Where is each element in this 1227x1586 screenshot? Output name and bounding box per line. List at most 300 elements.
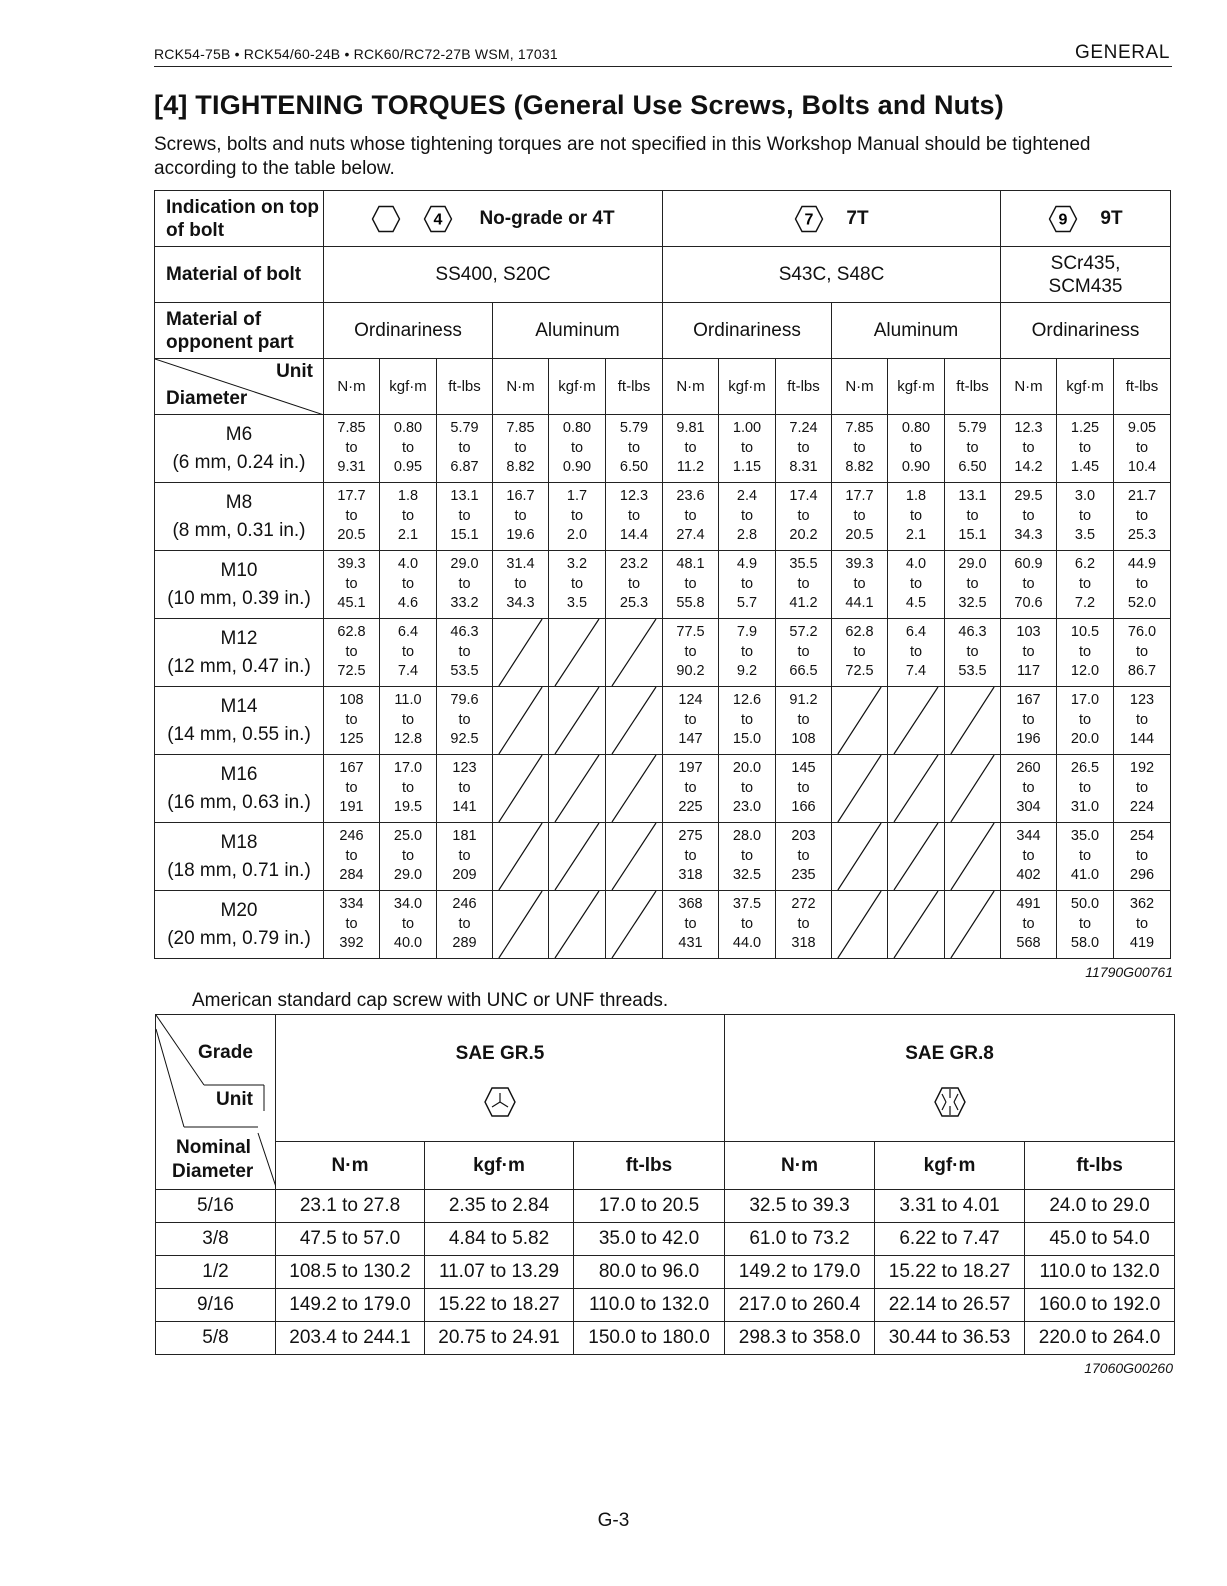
range-max: 568 xyxy=(1016,935,1041,952)
torque-range-cell xyxy=(719,755,776,823)
range-sep: to xyxy=(1135,643,1149,660)
torque-range-cell xyxy=(945,551,1001,619)
range-sep: to xyxy=(740,779,754,796)
bolt-dimension: (16 mm, 0.63 in.) xyxy=(167,791,311,813)
torque-range-cell xyxy=(380,415,437,483)
torque-range-cell: 15.22 to 18.27 xyxy=(425,1289,574,1322)
torque-range-cell xyxy=(437,415,493,483)
torque-range-cell xyxy=(1114,823,1171,891)
range-sep: to xyxy=(458,643,471,660)
not-applicable-cell xyxy=(493,891,549,959)
range-sep: to xyxy=(1022,507,1035,524)
bolt-size: M14 xyxy=(220,695,258,717)
range-max: 402 xyxy=(1016,867,1041,884)
range-min: 4.0 xyxy=(397,556,419,573)
sae-gr8-label: SAE GR.8 xyxy=(905,1043,994,1064)
torque-range-cell xyxy=(832,483,888,551)
range-min: 10.5 xyxy=(1070,624,1100,641)
torque-range-cell: 149.2 to 179.0 xyxy=(276,1289,425,1322)
torque-range-cell xyxy=(324,687,380,755)
range-sep: to xyxy=(853,507,866,524)
range-sep: to xyxy=(1078,439,1092,456)
unit-header: N·m xyxy=(493,359,549,415)
bolt-size: M12 xyxy=(220,627,258,649)
range-min: 39.3 xyxy=(337,556,366,573)
not-applicable-cell xyxy=(832,891,888,959)
torque-range-cell xyxy=(719,415,776,483)
material-9t-text: SCr435, SCM435 xyxy=(1048,252,1123,297)
range-min: 35.5 xyxy=(789,556,818,573)
sae-gr5-hexagon-icon xyxy=(483,1085,517,1119)
range-max: 108 xyxy=(791,731,816,748)
torque-range-cell: 45.0 to 54.0 xyxy=(1025,1223,1175,1256)
range-min: 9.81 xyxy=(676,420,705,437)
table-row xyxy=(155,415,1171,483)
not-applicable-slash xyxy=(549,755,605,822)
range-min: 1.7 xyxy=(566,488,588,505)
range-sep: to xyxy=(1022,575,1035,592)
not-applicable-slash xyxy=(549,619,605,686)
table-row xyxy=(156,1256,1175,1289)
range-sep: to xyxy=(401,439,415,456)
table-row xyxy=(156,1190,1175,1223)
unit-header: N·m xyxy=(1001,359,1057,415)
range-sep: to xyxy=(627,507,641,524)
range-sep: to xyxy=(1135,915,1149,932)
torque-range-cell xyxy=(663,687,719,755)
unit-header: N·m xyxy=(832,359,888,415)
grade-9t-cell xyxy=(1001,191,1171,247)
hexagon-9-icon xyxy=(1048,204,1078,234)
range-sep: to xyxy=(684,507,697,524)
opponent-row xyxy=(155,303,1171,359)
range-sep: to xyxy=(797,915,810,932)
range-max: 3.5 xyxy=(1074,527,1096,544)
torque-range-cell xyxy=(888,619,945,687)
range-max: 15.1 xyxy=(450,527,479,544)
torque-range-cell: 30.44 to 36.53 xyxy=(875,1322,1025,1355)
torque-range-cell xyxy=(1057,551,1114,619)
page-title: [4] TIGHTENING TORQUES (General Use Screws, Bolts and Nuts) xyxy=(154,90,1004,120)
not-applicable-cell xyxy=(493,755,549,823)
range-min: 77.5 xyxy=(676,624,705,641)
grade-mark-7: 7 xyxy=(804,211,814,228)
material-label: Material of bolt xyxy=(155,247,324,303)
range-min: 35.0 xyxy=(1070,828,1100,845)
torque-range-cell xyxy=(945,415,1001,483)
range-sep: to xyxy=(514,439,527,456)
range-max: 9.2 xyxy=(736,663,758,680)
torque-range-cell xyxy=(945,619,1001,687)
torque-range-cell xyxy=(1001,823,1057,891)
torque-range-cell xyxy=(1057,619,1114,687)
range-min: 123 xyxy=(1129,692,1155,709)
range-min: 25.0 xyxy=(393,828,423,845)
torque-range-cell xyxy=(380,755,437,823)
material-row xyxy=(155,247,1171,303)
range-sep: to xyxy=(1135,779,1149,796)
range-sep: to xyxy=(1078,847,1092,864)
not-applicable-cell xyxy=(549,755,606,823)
torque-range-cell xyxy=(324,891,380,959)
unit-label-sae: Unit xyxy=(216,1089,253,1110)
range-max: 20.5 xyxy=(845,527,874,544)
range-sep: to xyxy=(345,779,358,796)
range-sep: to xyxy=(797,439,810,456)
range-min: 1.00 xyxy=(732,420,762,437)
torque-range-cell: 24.0 to 29.0 xyxy=(1025,1190,1175,1223)
bolt-size: M8 xyxy=(225,491,253,513)
torque-range-cell: 2.35 to 2.84 xyxy=(425,1190,574,1223)
not-applicable-cell xyxy=(945,823,1001,891)
range-max: 44.1 xyxy=(845,595,874,612)
torque-range-cell xyxy=(493,551,549,619)
unit-diameter-header xyxy=(155,359,324,415)
range-min: 46.3 xyxy=(958,624,987,641)
not-applicable-cell xyxy=(888,687,945,755)
torque-range-cell: 217.0 to 260.4 xyxy=(725,1289,875,1322)
not-applicable-slash xyxy=(606,619,662,686)
bolt-dimension: (10 mm, 0.39 in.) xyxy=(167,587,311,609)
opponent-label xyxy=(155,303,324,359)
range-min: 4.0 xyxy=(905,556,927,573)
range-max: 1.45 xyxy=(1070,459,1100,476)
nominal-diameter-cell: 3/8 xyxy=(156,1223,276,1256)
range-min: 12.3 xyxy=(619,488,649,505)
range-sep: to xyxy=(458,915,471,932)
range-sep: to xyxy=(797,643,810,660)
figure-code-2: 17060G00260 xyxy=(1084,1360,1173,1376)
not-applicable-cell xyxy=(493,687,549,755)
range-min: 246 xyxy=(339,828,364,845)
range-sep: to xyxy=(966,575,979,592)
range-max: 15.0 xyxy=(732,731,762,748)
unit-row xyxy=(155,359,1171,415)
not-applicable-slash xyxy=(493,755,548,822)
bolt-dimension: (14 mm, 0.55 in.) xyxy=(167,723,311,745)
range-sep: to xyxy=(401,711,415,728)
opponent-1: Aluminum xyxy=(493,303,663,359)
range-max: 7.2 xyxy=(1074,595,1096,612)
bolt-dimension: (8 mm, 0.31 in.) xyxy=(172,519,306,541)
doc-reference: RCK54-75B • RCK54/60-24B • RCK60/RC72-27B WSM, 17031 xyxy=(154,46,558,62)
torque-range-cell: 6.22 to 7.47 xyxy=(875,1223,1025,1256)
range-max: 66.5 xyxy=(789,663,818,680)
range-sep: to xyxy=(401,915,415,932)
torque-range-cell xyxy=(1001,551,1057,619)
range-max: 117 xyxy=(1016,663,1041,680)
torque-range-cell xyxy=(437,891,493,959)
torque-range-cell: 22.14 to 26.57 xyxy=(875,1289,1025,1322)
not-applicable-cell xyxy=(945,755,1001,823)
torque-range-cell xyxy=(663,483,719,551)
not-applicable-cell xyxy=(549,619,606,687)
unit-header: N·m xyxy=(324,359,380,415)
grade-mark-4: 4 xyxy=(433,211,443,228)
range-min: 167 xyxy=(339,760,364,777)
torque-range-cell xyxy=(719,619,776,687)
torque-range-cell xyxy=(776,687,832,755)
range-min: 2.4 xyxy=(736,488,758,505)
range-max: 92.5 xyxy=(450,731,479,748)
torque-range-cell: 160.0 to 192.0 xyxy=(1025,1289,1175,1322)
range-min: 1.8 xyxy=(397,488,419,505)
range-max: 32.5 xyxy=(732,867,762,884)
not-applicable-slash xyxy=(832,823,887,890)
range-sep: to xyxy=(1135,711,1149,728)
torque-range-cell xyxy=(663,619,719,687)
range-sep: to xyxy=(797,711,810,728)
range-min: 6.4 xyxy=(397,624,419,641)
indication-label: Indication on top of bolt xyxy=(155,191,324,247)
range-max: 55.8 xyxy=(676,595,705,612)
range-min: 37.5 xyxy=(732,896,762,913)
opponent-4: Ordinariness xyxy=(1001,303,1171,359)
grade-mark-9: 9 xyxy=(1058,211,1068,228)
material-7t: S43C, S48C xyxy=(663,247,1001,303)
range-min: 197 xyxy=(678,760,703,777)
range-max: 29.0 xyxy=(393,867,423,884)
range-max: 19.6 xyxy=(506,527,535,544)
range-min: 362 xyxy=(1129,896,1155,913)
range-min: 31.4 xyxy=(506,556,535,573)
range-min: 4.9 xyxy=(736,556,758,573)
range-min: 5.79 xyxy=(958,420,987,437)
range-max: 296 xyxy=(1129,867,1155,884)
not-applicable-cell xyxy=(945,687,1001,755)
range-min: 76.0 xyxy=(1127,624,1157,641)
table-row xyxy=(156,1223,1175,1256)
range-sep: to xyxy=(1022,711,1035,728)
torque-range-cell xyxy=(888,551,945,619)
not-applicable-slash xyxy=(606,755,662,822)
range-min: 62.8 xyxy=(845,624,874,641)
range-max: 5.7 xyxy=(736,595,758,612)
range-max: 2.1 xyxy=(905,527,927,544)
range-min: 181 xyxy=(452,828,477,845)
range-min: 1.25 xyxy=(1070,420,1100,437)
torque-range-cell: 4.84 to 5.82 xyxy=(425,1223,574,1256)
grade-label: Grade xyxy=(198,1042,253,1063)
not-applicable-slash xyxy=(945,891,1000,958)
material-4t: SS400, S20C xyxy=(324,247,663,303)
torque-range-cell: 298.3 to 358.0 xyxy=(725,1322,875,1355)
range-min: 13.1 xyxy=(958,488,987,505)
unit-header: ft-lbs xyxy=(1114,359,1171,415)
range-min: 254 xyxy=(1129,828,1155,845)
range-max: 196 xyxy=(1016,731,1041,748)
range-max: 289 xyxy=(452,935,477,952)
range-sep: to xyxy=(684,915,697,932)
torque-range-cell xyxy=(380,823,437,891)
range-min: 275 xyxy=(678,828,703,845)
range-sep: to xyxy=(797,779,810,796)
range-sep: to xyxy=(853,439,866,456)
torque-range-cell xyxy=(324,483,380,551)
not-applicable-slash xyxy=(606,823,662,890)
range-max: 53.5 xyxy=(958,663,987,680)
torque-range-cell xyxy=(1057,891,1114,959)
torque-range-cell xyxy=(324,823,380,891)
torque-range-cell xyxy=(663,891,719,959)
range-min: 3.2 xyxy=(566,556,588,573)
not-applicable-slash xyxy=(945,687,1000,754)
torque-range-cell xyxy=(324,415,380,483)
torque-range-cell xyxy=(776,891,832,959)
range-sep: to xyxy=(627,575,641,592)
range-sep: to xyxy=(740,575,754,592)
bolt-size: M10 xyxy=(220,559,258,581)
range-sep: to xyxy=(345,507,358,524)
range-max: 392 xyxy=(339,935,364,952)
range-min: 145 xyxy=(791,760,816,777)
torque-range-cell xyxy=(380,891,437,959)
range-sep: to xyxy=(570,439,584,456)
range-min: 62.8 xyxy=(337,624,366,641)
diameter-cell xyxy=(155,687,324,755)
grade-7t-label: 7T xyxy=(846,207,869,229)
torque-range-cell xyxy=(1057,687,1114,755)
not-applicable-cell xyxy=(888,891,945,959)
range-max: 1.15 xyxy=(732,459,762,476)
range-max: 0.95 xyxy=(393,459,423,476)
not-applicable-slash xyxy=(606,687,662,754)
range-max: 20.5 xyxy=(337,527,366,544)
range-max: 8.82 xyxy=(506,459,535,476)
range-min: 34.0 xyxy=(393,896,423,913)
not-applicable-slash xyxy=(493,619,548,686)
torque-range-cell: 17.0 to 20.5 xyxy=(574,1190,725,1223)
torque-range-cell xyxy=(606,483,663,551)
range-min: 3.0 xyxy=(1074,488,1096,505)
torque-range-cell xyxy=(1057,755,1114,823)
torque-range-cell: 35.0 to 42.0 xyxy=(574,1223,725,1256)
range-sep: to xyxy=(345,711,358,728)
not-applicable-slash xyxy=(832,891,887,958)
hexagon-plain-icon xyxy=(371,204,401,234)
range-sep: to xyxy=(740,507,754,524)
bolt-dimension: (12 mm, 0.47 in.) xyxy=(167,655,311,677)
range-min: 17.0 xyxy=(1070,692,1100,709)
sae-gr5-cell xyxy=(276,1015,725,1142)
not-applicable-cell xyxy=(945,891,1001,959)
range-min: 7.9 xyxy=(736,624,758,641)
range-min: 0.80 xyxy=(901,420,931,437)
not-applicable-cell xyxy=(606,823,663,891)
range-max: 86.7 xyxy=(1127,663,1157,680)
torque-range-cell xyxy=(380,619,437,687)
range-max: 32.5 xyxy=(958,595,987,612)
range-sep: to xyxy=(740,643,754,660)
torque-range-cell xyxy=(1001,483,1057,551)
torque-range-cell: 220.0 to 264.0 xyxy=(1025,1322,1175,1355)
range-sep: to xyxy=(401,847,415,864)
range-max: 8.31 xyxy=(789,459,818,476)
range-max: 284 xyxy=(339,867,364,884)
range-min: 44.9 xyxy=(1127,556,1157,573)
unit-header: kgf·m xyxy=(719,359,776,415)
range-sep: to xyxy=(797,847,810,864)
nominal-diameter-cell: 5/8 xyxy=(156,1322,276,1355)
sae-gr5-label: SAE GR.5 xyxy=(455,1043,545,1064)
range-max: 12.8 xyxy=(393,731,423,748)
nominal-diameter-cell: 1/2 xyxy=(156,1256,276,1289)
sae-unit-row xyxy=(156,1142,1175,1190)
torque-range-cell xyxy=(1114,687,1171,755)
not-applicable-slash xyxy=(832,687,887,754)
torque-range-cell xyxy=(719,551,776,619)
range-min: 123 xyxy=(452,760,477,777)
range-min: 7.85 xyxy=(845,420,874,437)
nominal-label: Nominal xyxy=(176,1137,251,1158)
range-max: 11.2 xyxy=(676,459,705,476)
torque-range-cell xyxy=(380,551,437,619)
sae-unit-header: kgf·m xyxy=(425,1142,574,1190)
range-sep: to xyxy=(458,711,471,728)
range-sep: to xyxy=(1022,779,1035,796)
range-min: 0.80 xyxy=(562,420,592,437)
range-sep: to xyxy=(458,439,471,456)
range-sep: to xyxy=(458,507,471,524)
torque-range-cell xyxy=(1114,483,1171,551)
torque-range-cell xyxy=(493,415,549,483)
range-sep: to xyxy=(1022,439,1035,456)
torque-range-cell xyxy=(719,823,776,891)
range-max: 304 xyxy=(1016,799,1041,816)
torque-range-cell xyxy=(776,755,832,823)
unit-header: ft-lbs xyxy=(945,359,1001,415)
range-max: 147 xyxy=(678,731,703,748)
nominal-diameter-cell: 5/16 xyxy=(156,1190,276,1223)
not-applicable-cell xyxy=(549,823,606,891)
range-max: 209 xyxy=(452,867,477,884)
unit-header: kgf·m xyxy=(549,359,606,415)
range-min: 368 xyxy=(678,896,703,913)
range-sep: to xyxy=(345,847,358,864)
torque-range-cell xyxy=(324,619,380,687)
torque-range-cell xyxy=(549,483,606,551)
range-min: 7.85 xyxy=(506,420,535,437)
range-max: 125 xyxy=(339,731,364,748)
range-max: 7.4 xyxy=(397,663,419,680)
range-min: 9.05 xyxy=(1127,420,1157,437)
range-min: 20.0 xyxy=(732,760,762,777)
range-max: 6.50 xyxy=(619,459,649,476)
not-applicable-slash xyxy=(888,687,944,754)
page-header xyxy=(154,42,1172,67)
range-min: 16.7 xyxy=(506,488,535,505)
not-applicable-cell xyxy=(606,755,663,823)
grade-4t-label: No-grade or 4T xyxy=(479,207,615,229)
range-min: 29.5 xyxy=(1014,488,1043,505)
torque-range-cell xyxy=(663,415,719,483)
not-applicable-slash xyxy=(606,891,662,958)
diameter-cell xyxy=(155,551,324,619)
range-sep: to xyxy=(853,575,866,592)
range-min: 5.79 xyxy=(619,420,649,437)
range-sep: to xyxy=(740,439,754,456)
torque-range-cell: 110.0 to 132.0 xyxy=(1025,1256,1175,1289)
range-max: 40.0 xyxy=(393,935,423,952)
range-min: 6.2 xyxy=(1074,556,1096,573)
range-sep: to xyxy=(966,439,979,456)
not-applicable-cell xyxy=(493,823,549,891)
torque-range-cell xyxy=(380,687,437,755)
unit-header: kgf·m xyxy=(888,359,945,415)
not-applicable-slash xyxy=(493,823,548,890)
range-max: 4.6 xyxy=(397,595,419,612)
range-min: 11.0 xyxy=(394,692,422,709)
